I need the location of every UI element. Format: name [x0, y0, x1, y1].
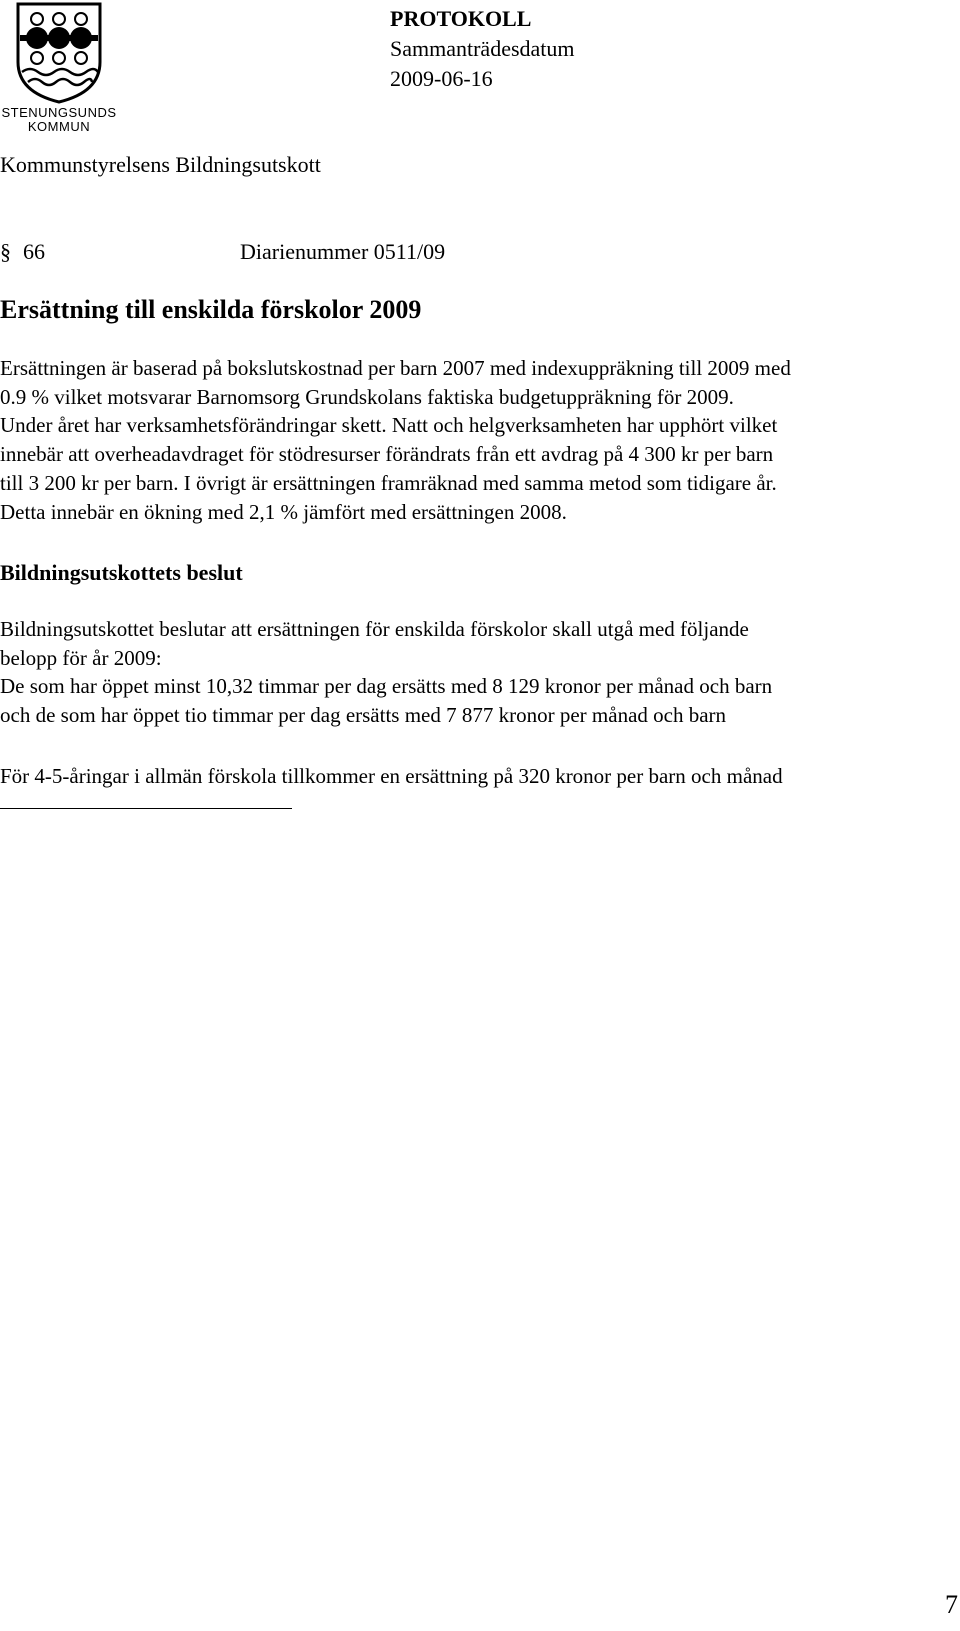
body-line: 0.9 % vilket motsvarar Barnomsorg Grundskolans faktiska budgetuppräkning för 2009. — [0, 384, 734, 409]
supplement-line: För 4-5-åringar i allmän förskola tillkommer en ersättning på 320 kronor per barn och månad — [0, 764, 783, 788]
decision-line: Bildningsutskottet beslutar att ersättningen för enskilda förskolor skall utgå med följande — [0, 617, 749, 641]
decision-line: och de som har öppet tio timmar per dag ersätts med 7 877 kronor per månad och barn — [0, 703, 727, 728]
separator-line — [0, 808, 292, 809]
section-symbol: § — [0, 239, 11, 264]
decision-heading: Bildningsutskottets beslut — [0, 560, 243, 585]
diary-number: Diarienummer 0511/09 — [240, 239, 446, 264]
body-line: Detta innebär en ökning med 2,1 % jämfört med ersättningen 2008. — [0, 499, 567, 524]
decision-line: belopp för år 2009: — [0, 645, 162, 670]
page-number: 7 — [945, 1590, 958, 1619]
body-line: Under året har verksamhetsförändringar skett. Natt och helgverksamheten har upphört vilket — [0, 413, 778, 438]
logo-text-line2: KOMMUN — [27, 119, 91, 134]
committee-name: Kommunstyrelsens Bildningsutskott — [0, 152, 321, 177]
body-line: Ersättningen är baserad på bokslutskostnad per barn 2007 med indexuppräkning till 2009 med — [0, 356, 791, 380]
item-title: Ersättning till enskilda förskolor 2009 — [0, 295, 422, 324]
municipality-logo — [0, 0, 118, 134]
decision-paragraph — [0, 615, 960, 730]
meeting-date-label: Sammanträdesdatum — [390, 36, 575, 61]
body-paragraph — [0, 354, 960, 526]
document-header — [390, 4, 575, 94]
decision-line: De som har öppet minst 10,32 timmar per dag ersätts med 8 129 kronor per månad och barn — [0, 674, 773, 699]
meeting-date: 2009-06-16 — [390, 66, 493, 91]
coat-of-arms-icon — [0, 0, 118, 106]
body-line: till 3 200 kr per barn. I övrigt är ersättningen framräknad med samma metod som tidigare år. — [0, 470, 777, 495]
paragraph-line — [0, 237, 960, 267]
body-line: innebär att overheadavdraget för stödresurser förändrats från ett avdrag på 4 300 kr per barn — [0, 442, 774, 467]
paragraph-number: 66 — [23, 239, 45, 264]
logo-text-line1: STENUNGSUNDS — [1, 105, 117, 120]
document-type: PROTOKOLL — [390, 6, 532, 31]
